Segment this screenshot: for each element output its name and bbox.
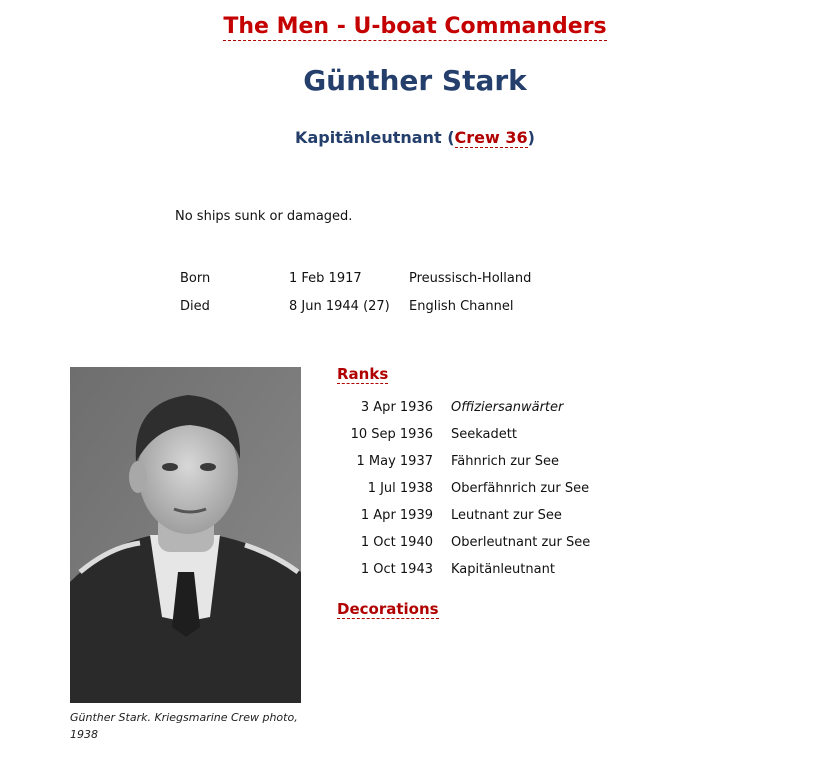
rank-date: 1 Jul 1938: [367, 481, 433, 496]
rank-row: [337, 556, 590, 583]
rank-date: 1 Oct 1943: [360, 562, 433, 577]
page-title: Günther Stark: [303, 64, 527, 97]
bio-row-died: [175, 292, 536, 320]
rank-date: 10 Sep 1936: [350, 427, 433, 442]
rank-row: [337, 394, 590, 421]
rank-date: 3 Apr 1936: [360, 400, 433, 415]
rank-date: 1 Apr 1939: [360, 508, 433, 523]
rank-row: [337, 421, 590, 448]
crew-link[interactable]: Crew 36: [454, 128, 528, 147]
crew-open-paren: (: [447, 128, 455, 147]
rank-text: Kapitänleutnant: [295, 128, 442, 147]
section-title: [0, 14, 830, 39]
decorations-heading: [337, 600, 439, 618]
ranks-heading: [337, 365, 388, 383]
rank-title: Oberfähnrich zur See: [451, 481, 590, 496]
ranks-table: [337, 394, 590, 583]
ships-note: No ships sunk or damaged.: [175, 209, 353, 224]
rank-title: Fähnrich zur See: [451, 454, 559, 469]
born-label: Born: [180, 270, 211, 286]
died-place: English Channel: [409, 298, 514, 314]
bio-table: [175, 264, 536, 320]
rank-title: Oberleutnant zur See: [451, 535, 591, 550]
section-title-link[interactable]: The Men - U-boat Commanders: [223, 14, 607, 39]
bio-row-born: [175, 264, 536, 292]
died-label: Died: [180, 298, 210, 314]
born-place: Preussisch-Holland: [409, 270, 532, 286]
ranks-heading-link[interactable]: Ranks: [337, 365, 389, 383]
portrait-photo: [70, 367, 301, 703]
born-date: 1 Feb 1917: [289, 270, 362, 286]
rank-title: Offiziersanwärter: [451, 400, 564, 415]
died-date: 8 Jun 1944 (27): [289, 298, 390, 314]
rank-date: 1 May 1937: [356, 454, 433, 469]
rank-row: [337, 475, 590, 502]
rank-line: [0, 128, 830, 147]
photo-caption: Günther Stark. Kriegsmarine Crew photo, 1938: [70, 711, 298, 741]
rank-title: Seekadett: [451, 427, 517, 442]
decorations-heading-link[interactable]: Decorations: [337, 600, 439, 618]
rank-date: 1 Oct 1940: [360, 535, 433, 550]
rank-title: Kapitänleutnant: [451, 562, 555, 577]
rank-row: [337, 502, 590, 529]
photo-block: [70, 367, 301, 743]
rank-row: [337, 448, 590, 475]
crew-close-paren: ): [527, 128, 535, 147]
rank-row: [337, 529, 590, 556]
rank-title: Leutnant zur See: [451, 508, 562, 523]
